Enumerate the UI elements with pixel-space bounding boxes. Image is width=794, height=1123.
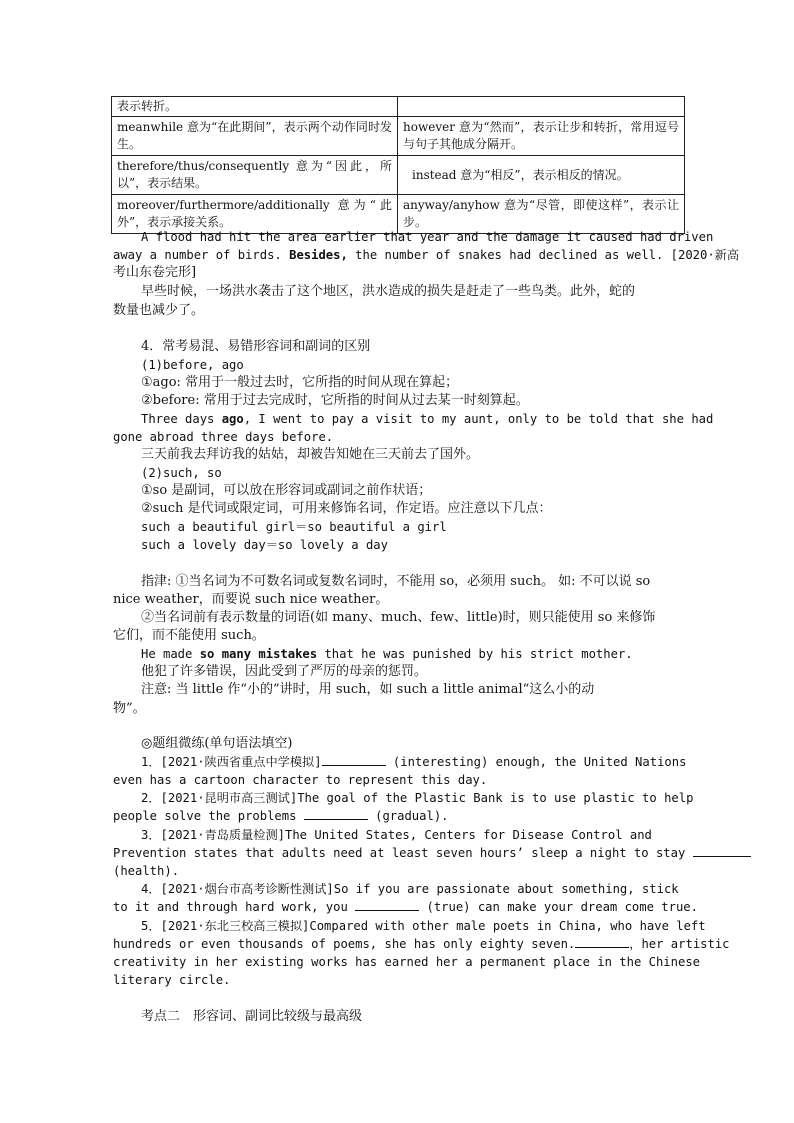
question-5: 5．[2021·东北三校高三模拟]Compared with other male poets in China, who have left	[141, 919, 706, 933]
table-cell: 表示转折。	[112, 97, 398, 117]
text-span: away a number of birds.	[113, 248, 290, 262]
rule-text: ①so 是副词，可以放在形容词或副词之前作状语；	[141, 483, 432, 498]
example-sentence: A flood had hit the area earlier that year and the damage it caused had driven	[141, 230, 714, 244]
text-span: He made	[141, 647, 200, 661]
next-section-heading: 考点二 形容词、副词比较级与最高级	[141, 1009, 363, 1024]
table-cell: meanwhile 意为“在此期间”，表示两个动作同时发生。	[112, 117, 398, 156]
answer-blank[interactable]	[304, 807, 368, 820]
question-2-cont	[113, 807, 449, 825]
table-row	[112, 117, 685, 156]
table-cell: however 意为“然而”，表示让步和转折，常用逗号与句子其他成分隔开。	[398, 117, 685, 156]
text-span: Three days	[141, 412, 222, 426]
translation: 早些时候，一场洪水袭击了这个地区，洪水造成的损失是赶走了一些鸟类。此外，蛇的	[141, 284, 636, 299]
question-1	[141, 753, 686, 771]
subheading: (1)before, ago	[141, 358, 244, 372]
text-span: the number of snakes had declined as well. [2020·新高	[347, 248, 740, 262]
answer-blank[interactable]	[322, 753, 386, 766]
translation: 数量也减少了。	[113, 303, 205, 318]
question-5-cont: creativity in her existing works has earned her a permanent place in the Chinese	[113, 955, 700, 969]
answer-blank[interactable]	[693, 844, 751, 857]
text-span: 1．[2021·陕西省重点中学模拟]	[141, 755, 322, 769]
text-span: to it and through hard work, you	[113, 900, 356, 914]
bold-word: so many mistakes	[199, 647, 318, 661]
note-text: ②当名词前有表示数量的词语(如 many、much、few、little)时，则只能使用 so 来修饰	[141, 610, 656, 625]
example-sentence: such a lovely day＝so lovely a day	[141, 538, 388, 552]
example-sentence	[141, 410, 713, 428]
question-3-cont: (health).	[113, 864, 180, 878]
note-text: nice weather，而要说 such nice weather。	[113, 592, 389, 607]
note-text: 它们，而不能使用 such。	[113, 628, 265, 643]
translation: 三天前我去拜访我的姑姑，却被告知她在三天前去了国外。	[141, 447, 480, 462]
example-sentence	[141, 645, 633, 663]
question-4: 4．[2021·烟台市高考诊断性测试]So if you are passionate about something, stick	[141, 882, 679, 896]
example-sentence: gone abroad three days before.	[113, 430, 334, 444]
text-span: (true) can make your dream come true.	[419, 900, 698, 914]
table-cell: therefore/thus/consequently 意为“因此，所以”，表示结果。	[112, 156, 398, 195]
answer-blank[interactable]	[575, 935, 629, 948]
question-3-cont	[113, 844, 751, 862]
rule-text: ①ago: 常用于一般过去时，它所指的时间从现在算起；	[141, 375, 459, 390]
text-span: (gradual).	[367, 809, 449, 823]
rule-text: ②such 是代词或限定词，可用来修饰名词，作定语。应注意以下几点：	[141, 501, 552, 516]
answer-blank[interactable]	[355, 898, 419, 911]
table-row	[112, 97, 685, 117]
text-span: , I went to pay a visit to my aunt, only to be told that she had	[243, 412, 714, 426]
table-cell: instead 意为“相反”，表示相反的情况。	[398, 156, 685, 195]
text-span: Prevention states that adults need at least seven hours’ sleep a night to stay	[113, 846, 693, 860]
connectives-table	[111, 96, 685, 234]
bold-word: Besides,	[289, 248, 348, 262]
translation: 他犯了许多错误，因此受到了严厉的母亲的惩罚。	[141, 664, 428, 679]
example-source: 考山东卷完形]	[113, 265, 197, 280]
section-heading: 4．常考易混、易错形容词和副词的区别	[141, 339, 371, 354]
example-sentence	[113, 246, 740, 264]
rule-text: ②before: 常用于过去完成时，它所指的时间从过去某一时刻算起。	[141, 393, 529, 408]
text-span: hundreds or even thousands of poems, she has only eighty seven.	[113, 937, 576, 951]
table-cell: anyway/anyhow 意为“尽管，即使这样”，表示让步。	[398, 195, 685, 234]
bold-word: ago	[221, 412, 244, 426]
table-row	[112, 156, 685, 195]
question-3: 3．[2021·青岛质量检测]The United States, Centers for Disease Control and	[141, 828, 652, 842]
question-2: 2．[2021·昆明市高三测试]The goal of the Plastic Bank is to use plastic to help	[141, 791, 694, 805]
question-4-cont	[113, 898, 698, 916]
text-span: ，her artistic	[629, 937, 730, 951]
text-span: people solve the problems	[113, 809, 304, 823]
table-cell: moreover/furthermore/additionally 意为“此外”，表示承接关系。	[112, 195, 398, 234]
question-5-cont: literary circle.	[113, 973, 231, 987]
text-span: (interesting) enough, the United Nations	[385, 755, 687, 769]
text-span: that he was punished by his strict mother.	[317, 647, 633, 661]
table-cell	[398, 97, 685, 117]
question-1-cont: even has a cartoon character to represent this day.	[113, 773, 488, 787]
question-5-cont	[113, 935, 730, 953]
example-sentence: such a beautiful girl＝so beautiful a girl	[141, 520, 447, 534]
note-text: 物”。	[113, 701, 146, 716]
subheading: (2)such, so	[141, 466, 222, 480]
practice-heading: ◎题组微练(单句语法填空)	[141, 736, 293, 751]
note-text: 注意: 当 little 作“小的”讲时，用 such，如 such a little animal“这么小的动	[141, 682, 595, 697]
note-text: 指津: ①当名词为不可数名词或复数名词时，不能用 so，必须用 such。 如: 不可以说 so	[141, 574, 651, 589]
